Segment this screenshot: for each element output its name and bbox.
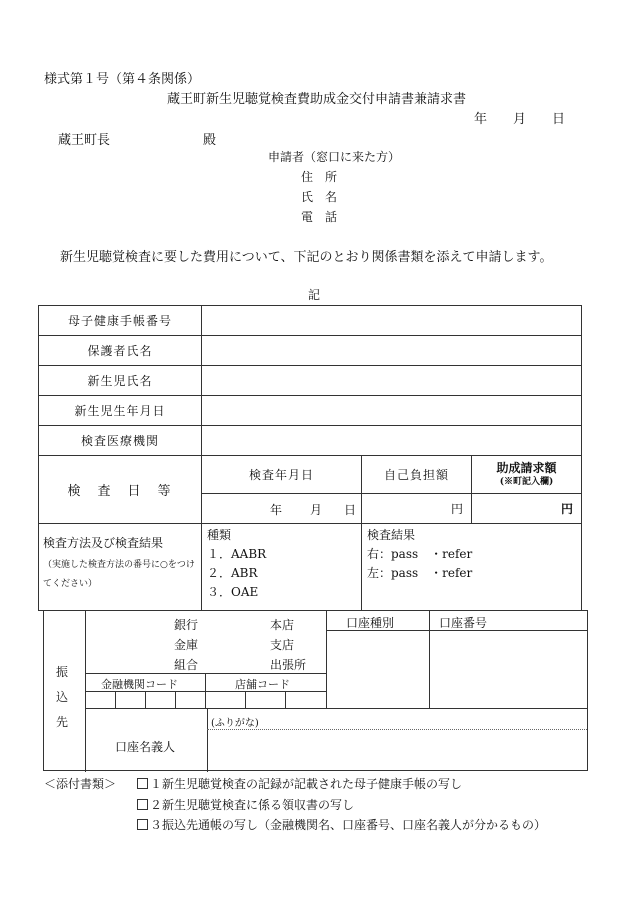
subsidy-header [472,456,582,494]
guardian-name-field[interactable] [202,336,582,366]
self-pay-yen: 円 [450,502,463,516]
exam-result-label: 検査結果 [367,528,416,542]
birthdate-field[interactable] [202,396,582,426]
exam-date-field[interactable] [202,494,362,524]
checkbox-icon[interactable] [137,799,148,810]
method-label-cell [39,524,202,611]
attachments-label: ＜添付書類＞ [44,777,117,791]
shucchojo-label: 出張所 [270,658,307,672]
exam-date-month: 月 [310,503,323,517]
exam-type-abr[interactable]: ２．ABR [207,566,258,580]
checkbox-icon[interactable] [137,819,148,830]
form-title: 蔵王町新生児聴覚検査費助成金交付申請書兼請求書 [167,92,467,107]
branch-code-label: 店舗コード [235,678,290,691]
subsidy-header-label: 助成請求額 [496,460,557,475]
row-label-newborn: 新生児氏名 [39,366,202,396]
form-number: 様式第１号（第４条関係） [44,72,201,87]
date-month-label: 月 [513,112,527,127]
transfer-side-1: 振 [56,665,69,679]
method-note-1: （実施した検査方法の番号に○をつけ [43,560,195,570]
account-number-label: 口座番号 [439,616,488,630]
attachment-item-1-text: １新生児聴覚検査の記録が記載された母子健康手帳の写し [150,777,463,791]
kumiai-label: 組合 [174,658,199,672]
shiten-label: 支店 [270,638,295,652]
checkbox-icon[interactable] [137,778,148,789]
exam-result-left[interactable]: 左：pass ・refer [367,566,473,580]
exam-result-right[interactable]: 右：pass ・refer [367,547,473,561]
method-label: 検査方法及び検査結果 [43,536,164,550]
furigana-label: (ふりがな) [211,718,259,729]
row-label-handbook: 母子健康手帳番号 [39,306,202,336]
exam-type-cell [202,524,362,611]
addressee: 蔵王町長 [58,133,111,148]
attachment-item-3-text: ３振込先通帳の写し（金融機関名、口座番号、口座名義人が分かるもの） [150,818,547,832]
transfer-side-2: 込 [56,690,69,704]
ki-label: 記 [308,288,321,302]
statement: 新生児聴覚検査に要した費用について、下記のとおり関係書類を添えて申請します。 [60,250,553,265]
application-table [38,305,582,611]
handbook-number-field[interactable] [202,306,582,336]
attachment-item-1[interactable] [137,775,462,792]
subsidy-field[interactable] [472,494,582,524]
self-pay-header: 自己負担額 [362,456,472,494]
honorific: 殿 [203,133,217,148]
date-year-label: 年 [474,112,488,127]
attachment-item-2[interactable] [137,796,354,813]
subsidy-header-note: (※町記入欄) [499,476,554,487]
exam-date-header: 検査年月日 [202,456,362,494]
bank-label: 銀行 [174,618,199,632]
newborn-name-field[interactable] [202,366,582,396]
exam-type-aabr[interactable]: １．AABR [207,547,267,561]
row-label-guardian: 保護者氏名 [39,336,202,366]
exam-date-year: 年 [270,503,283,517]
honten-label: 本店 [270,618,295,632]
account-holder-label: 口座名義人 [115,740,176,754]
transfer-side-3: 先 [56,715,69,729]
exam-date-day: 日 [344,503,357,517]
bank-code-label: 金融機関コード [101,678,178,691]
name-label: 氏 名 [301,190,338,204]
self-pay-field[interactable] [362,494,472,524]
address-label: 住 所 [301,170,338,184]
subsidy-yen: 円 [561,502,574,516]
phone-label: 電 話 [301,210,338,224]
exam-info-label: 検 査 日 等 [39,456,202,524]
transfer-destination-section [43,610,588,771]
method-note-2: てください） [43,579,98,589]
date-day-label: 日 [552,112,566,127]
row-label-institution: 検査医療機関 [39,426,202,456]
attachment-item-3[interactable] [137,816,546,833]
exam-type-label: 種類 [207,528,232,542]
applicant-heading: 申請者（窓口に来た方） [268,150,401,164]
kinko-label: 金庫 [174,638,199,652]
exam-result-cell [362,524,582,611]
row-label-birthdate: 新生児生年月日 [39,396,202,426]
exam-type-oae[interactable]: ３．OAE [207,585,259,599]
institution-field[interactable] [202,426,582,456]
attachment-item-2-text: ２新生児聴覚検査に係る領収書の写し [150,798,355,812]
account-type-label: 口座種別 [346,616,395,630]
